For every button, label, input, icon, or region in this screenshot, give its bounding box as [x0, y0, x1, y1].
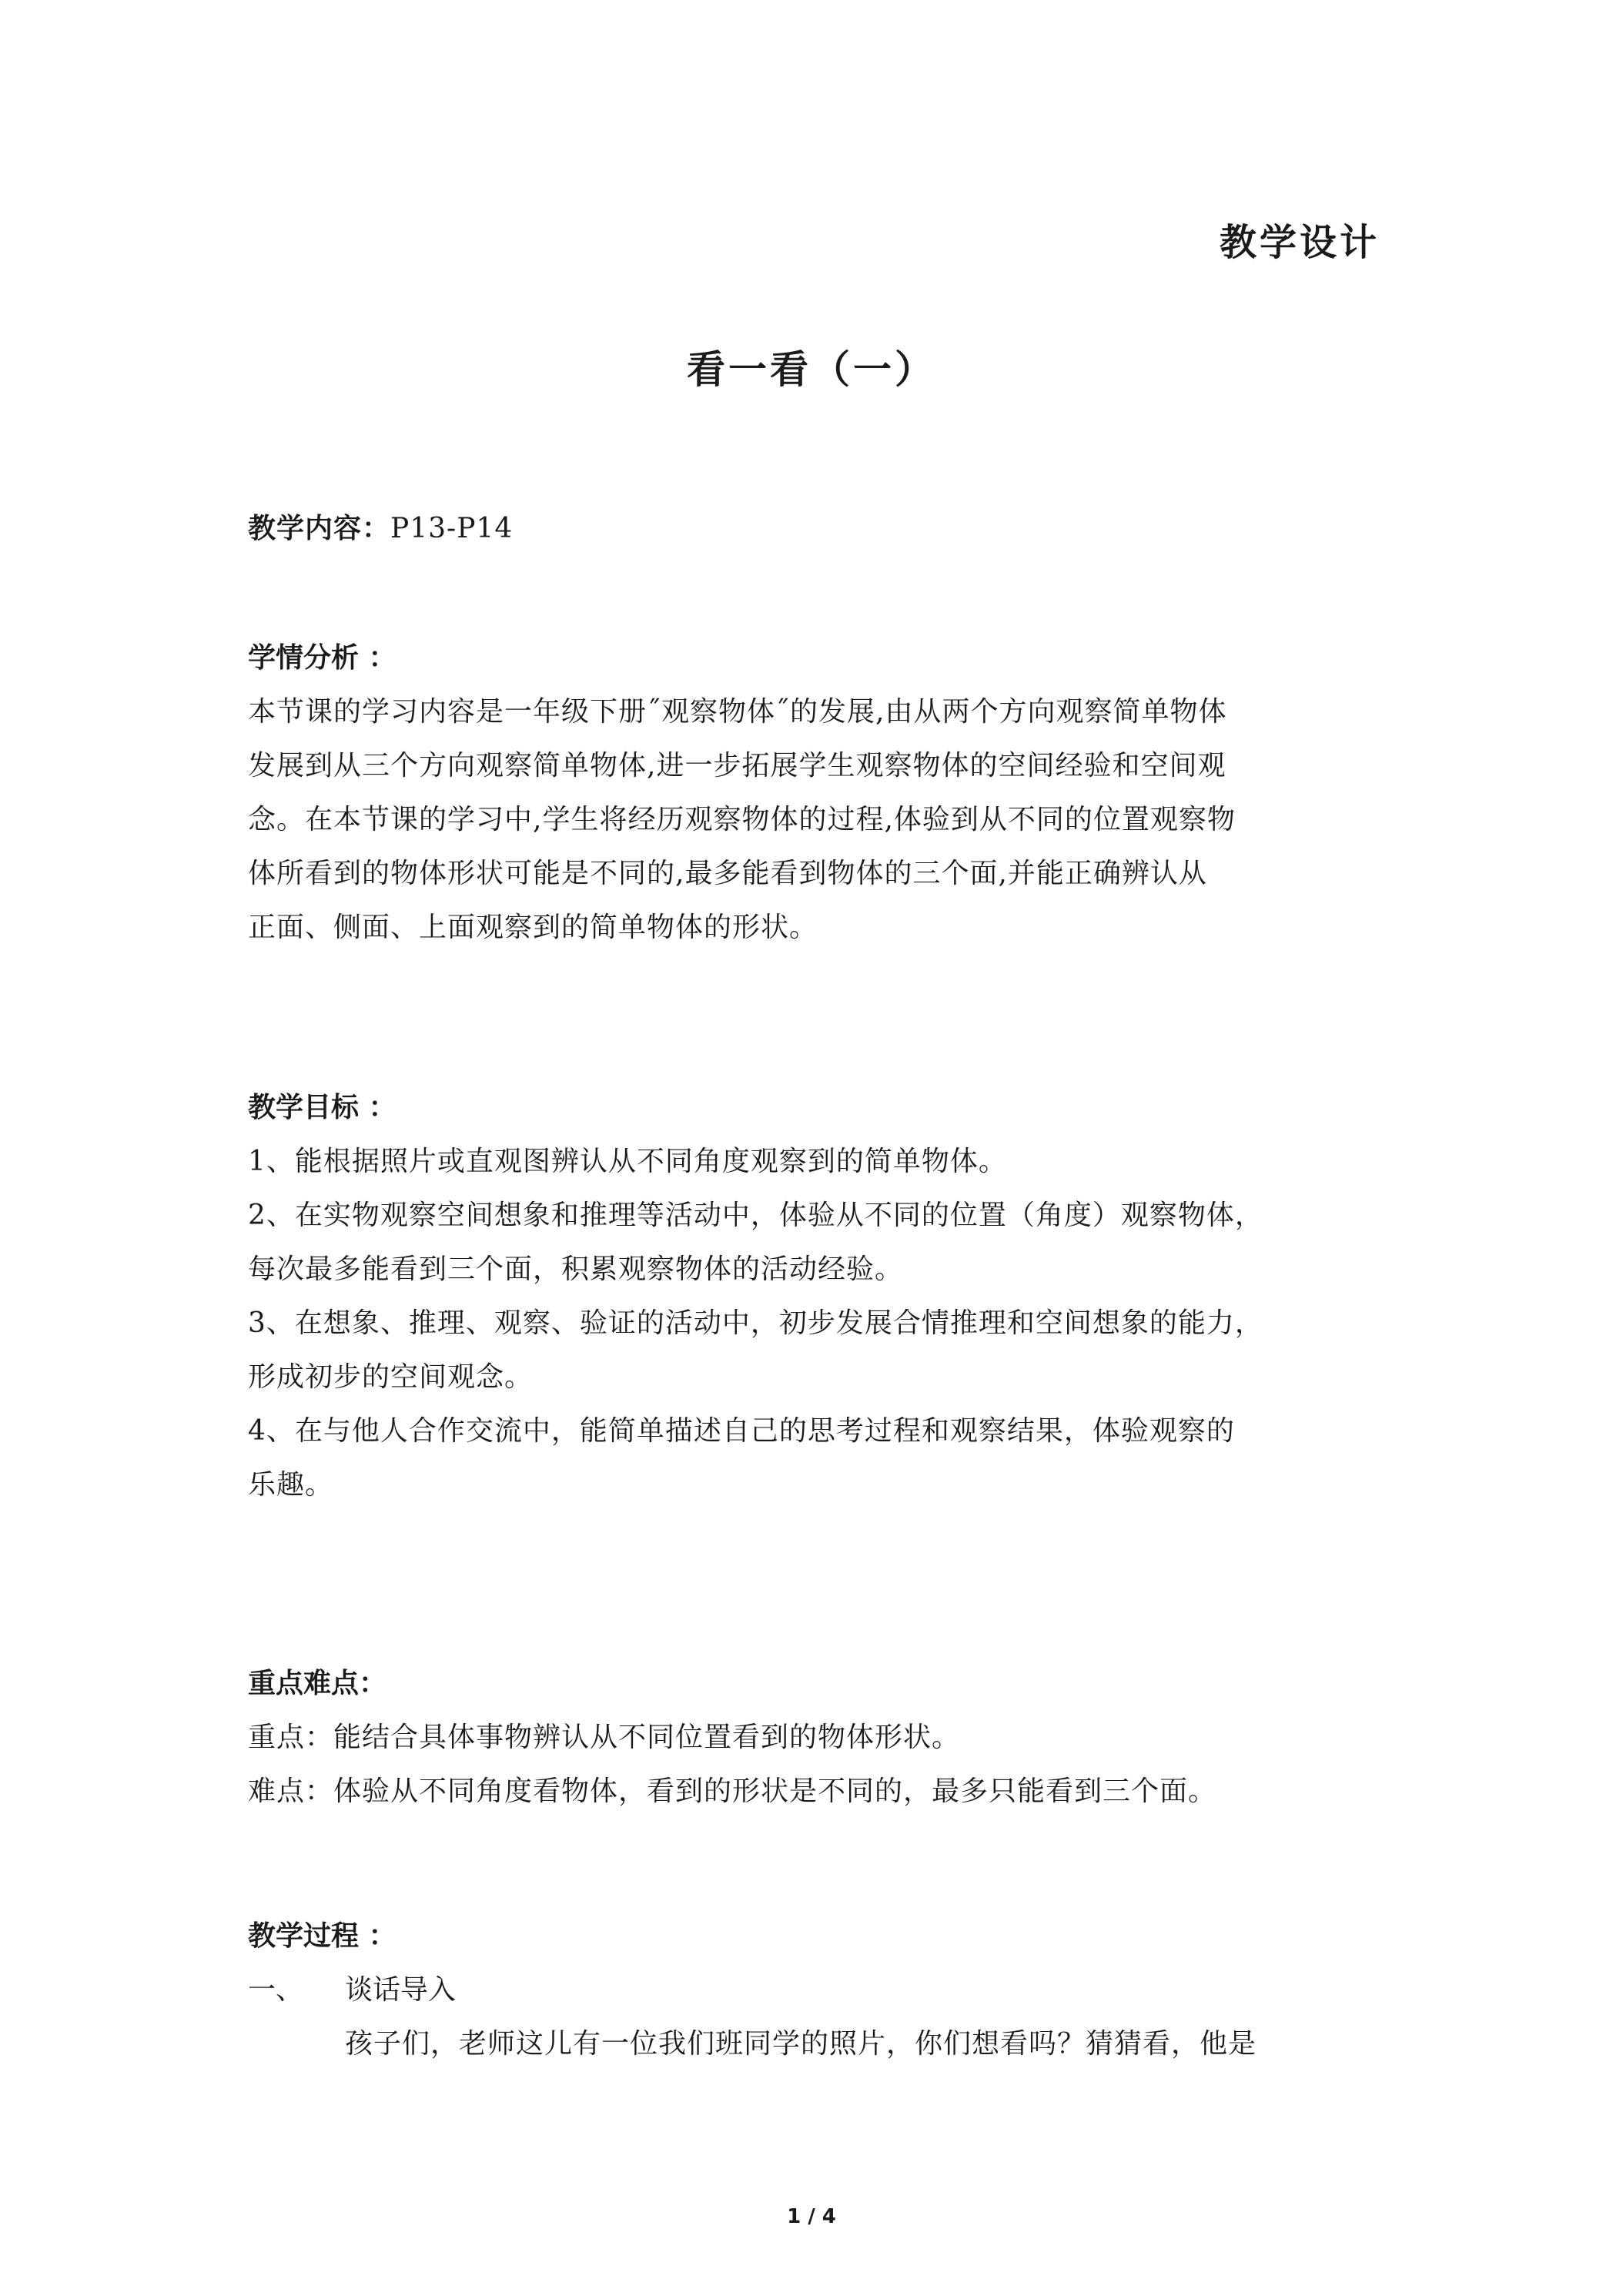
page-number: 1 / 4: [787, 2205, 836, 2228]
goal-line: 1、能根据照片或直观图辨认从不同角度观察到的简单物体。: [248, 1146, 1007, 1177]
goals-section: [248, 1081, 1380, 1512]
document-title: 看一看（一）: [687, 347, 936, 392]
keypoint-line: 重点：能结合具体事物辨认从不同位置看到的物体形状。: [248, 1722, 961, 1753]
analysis-line: 发展到从三个方向观察简单物体,进一步拓展学生观察物体的空间经验和空间观: [248, 750, 1226, 782]
content-line: [248, 502, 1380, 556]
content-label: 教学内容：: [248, 513, 391, 544]
analysis-line: 念。在本节课的学习中,学生将经历观察物体的过程,体验到从不同的位置观察物: [248, 804, 1236, 835]
process-item: [248, 1963, 1380, 2017]
keypoint-line: 难点：体验从不同角度看物体，看到的形状是不同的，最多只能看到三个面。: [248, 1776, 1217, 1807]
header-title: 教学设计: [1219, 221, 1380, 264]
analysis-heading: 学情分析 ：: [248, 642, 397, 674]
process-item-text: 孩子们，老师这儿有一位我们班同学的照片，你们想看吗？猜猜看，他是: [345, 2028, 1257, 2060]
analysis-line: 本节课的学习内容是一年级下册˝观察物体˝的发展,由从两个方向观察简单物体: [248, 696, 1227, 728]
goal-line: 4、在与他人合作交流中，能简单描述自己的思考过程和观察结果，体验观察的: [248, 1415, 1235, 1447]
goals-heading: 教学目标 ：: [248, 1092, 397, 1123]
keypoints-section: [248, 1657, 1380, 1819]
process-heading: 教学过程 ：: [248, 1920, 397, 1952]
analysis-line: 体所看到的物体形状可能是不同的,最多能看到物体的三个面,并能正确辨认从: [248, 858, 1207, 889]
goal-line: 乐趣。: [248, 1469, 334, 1501]
content-section: [248, 502, 1380, 556]
process-section: [248, 1909, 1380, 2071]
analysis-section: [248, 631, 1380, 955]
goal-line: 2、在实物观察空间想象和推理等活动中，体验从不同的位置（角度）观察物体，: [248, 1200, 1263, 1231]
goal-line: 形成初步的空间观念。: [248, 1361, 534, 1393]
goal-line: 每次最多能看到三个面，积累观察物体的活动经验。: [248, 1253, 904, 1285]
analysis-line: 正面、侧面、上面观察到的简单物体的形状。: [248, 912, 818, 943]
content-value: P13-P14: [390, 513, 514, 544]
keypoints-heading: 重点难点：: [248, 1668, 387, 1699]
goal-line: 3、在想象、推理、观察、验证的活动中，初步发展合情推理和空间想象的能力，: [248, 1307, 1263, 1339]
process-item-number: 一、: [248, 1974, 304, 2006]
process-item-title: 谈话导入: [345, 1974, 457, 2006]
